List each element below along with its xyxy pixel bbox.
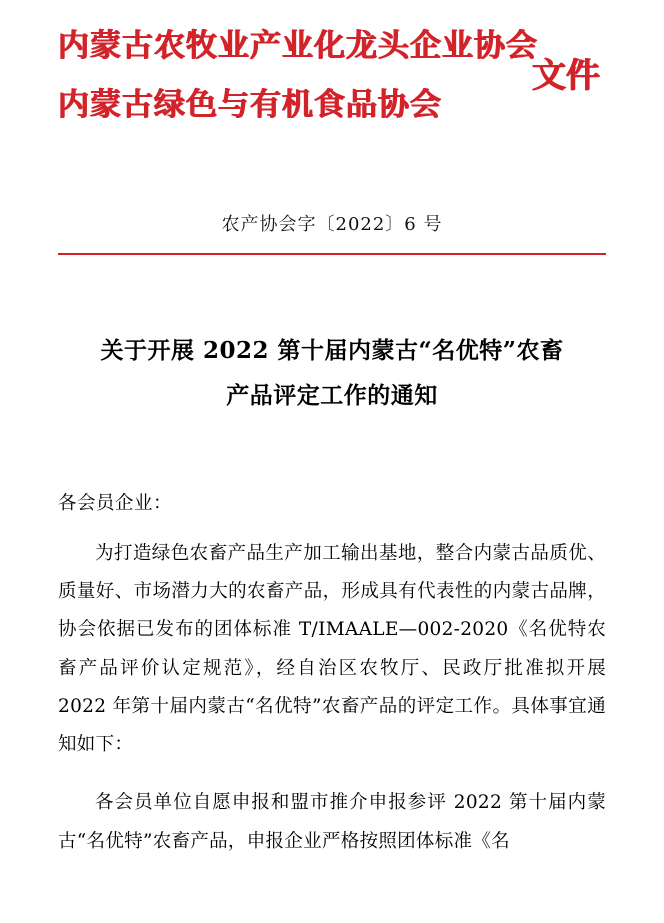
page-title-line-1: 关于开展 2022 第十届内蒙古“名优特”农畜 (100, 337, 564, 364)
page-title (58, 329, 606, 419)
letterhead (58, 0, 606, 176)
letterhead-org-line-1: 内蒙古农牧业产业化龙头企业协会 (58, 28, 538, 64)
letterhead-doc-word: 文件 (532, 56, 600, 96)
red-divider-rule (58, 253, 606, 255)
salutation: 各会员企业： (58, 492, 173, 514)
document-number: 农产协会字〔2022〕6 号 (221, 214, 443, 235)
letterhead-org-line-2: 内蒙古绿色与有机食品协会 (58, 86, 442, 123)
page-title-line-2: 产品评定工作的通知 (226, 381, 438, 409)
body-paragraph-1: 为打造绿色农畜产品生产加工输出基地，整合内蒙古品质优、质量好、市场潜力大的农畜产品，形成具有代表性的内蒙古品牌，协会依据已发布的团体标准 T/IMAALE—002-2020《名优特农畜产品评价认定规范》，经自治区农牧厅、民政厅批准拟开展 2022 年第十届内蒙古“名优特”农畜产品的评定工作。具体事宜通知如下： (58, 542, 606, 756)
body-paragraph-2: 各会员单位自愿申报和盟市推介申报参评 2022 第十届内蒙古“名优特”农畜产品，申报企业严格按照团体标准《名 (58, 792, 606, 852)
